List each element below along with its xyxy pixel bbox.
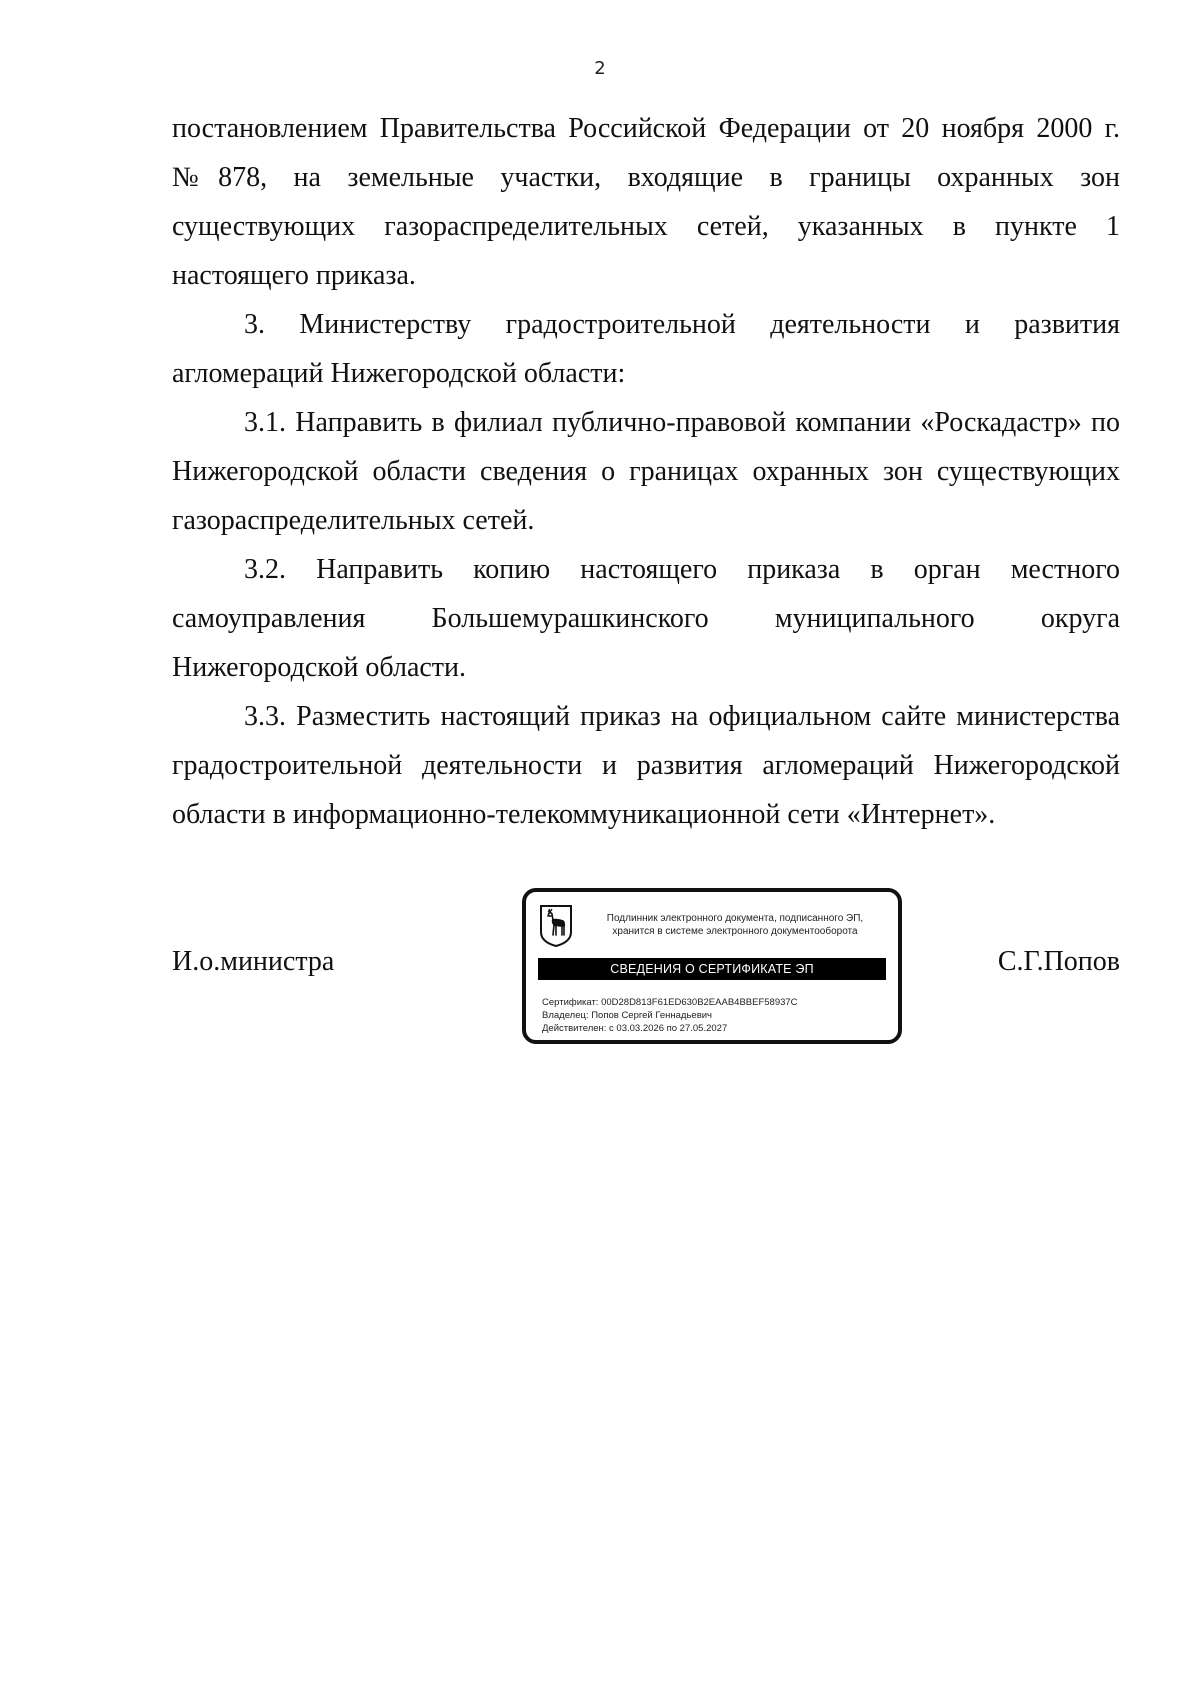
page-number: 2	[594, 58, 606, 79]
paragraph-3-2: 3.2. Направить копию настоящего приказа в орган местного самоуправления Большемурашкинского муниципального округа Нижегородской области.	[172, 554, 1120, 683]
stamp-notice	[582, 912, 888, 938]
stamp-certificate-details	[542, 996, 888, 1035]
stamp-owner: Владелец: Попов Сергей Геннадьевич	[542, 1010, 713, 1021]
stamp-validity: Действителен: с 03.03.2026 по 27.05.2027	[542, 1023, 728, 1034]
signatory-title: И.о.министра	[172, 946, 335, 977]
stamp-certificate-number: Сертификат: 00D28D813F61ED630B2EAAB4BBEF58937C	[542, 997, 798, 1008]
paragraph-continuation: постановлением Правительства Российской Федерации от 20 ноября 2000 г. №878, на земельные участки, входящие в границы охранных зон существующих газораспределительных сетей, указанных в пункте 1 настоящего приказа.	[172, 113, 1120, 291]
stamp-certificate-header: СВЕДЕНИЯ О СЕРТИФИКАТЕ ЭП	[538, 958, 886, 980]
paragraph-3-3: 3.3. Разместить настоящий приказ на официальном сайте министерства градостроительной деятельности и развития агломераций Нижегородской области в информационно-телекоммуникационной сети «Интернет».	[172, 701, 1120, 830]
stamp-notice-line-1: Подлинник электронного документа, подписанного ЭП,	[606, 913, 864, 924]
deer-coat-of-arms-icon	[538, 904, 574, 948]
stamp-notice-line-2: хранится в системе электронного документооборота	[612, 926, 858, 937]
signatory-name: С.Г.Попов	[997, 946, 1120, 977]
paragraph-3-1: 3.1. Направить в филиал публично-правовой компании «Роскадастр» по Нижегородской области сведения о границах охранных зон существующих газораспределительных сетей.	[172, 407, 1120, 536]
electronic-signature-stamp	[522, 888, 902, 1044]
signature-block	[172, 888, 1120, 1058]
paragraph-3: 3. Министерству градостроительной деятельности и развития агломераций Нижегородской области:	[172, 309, 1120, 389]
document-body	[172, 104, 1120, 839]
